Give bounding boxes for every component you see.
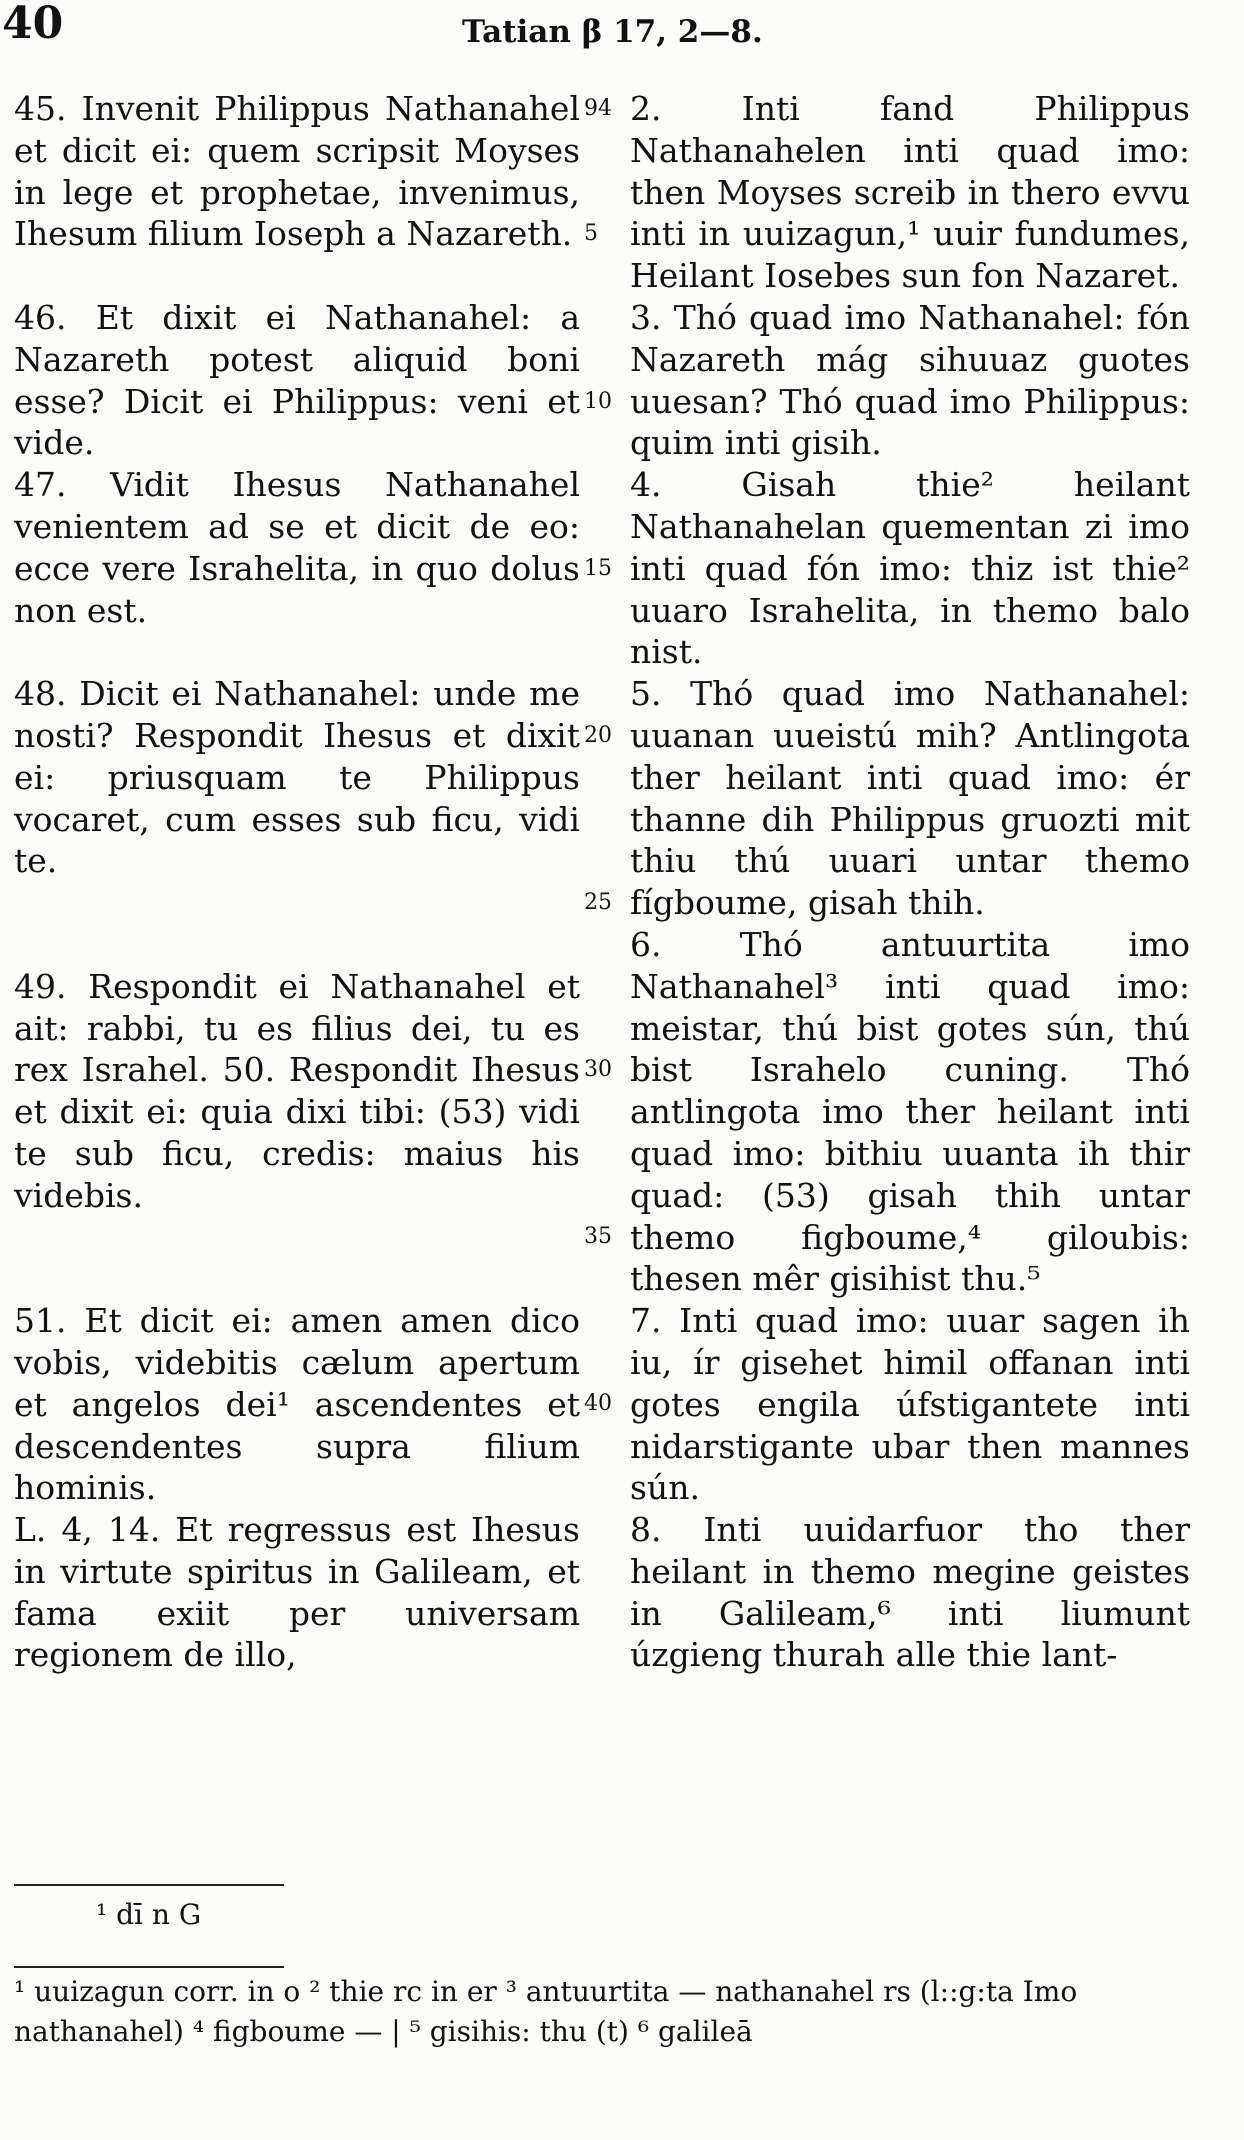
ohg-verse-2: 2. Inti fand Philippus Nathanahelen inti quad imo: then Moyses screib in thero evvu inti in uuizagun,¹ uuir fundumes, Heilant Iosebes sun fon Nazaret. xyxy=(630,89,1190,296)
line-number: 30 xyxy=(584,1057,612,1082)
line-number: 15 xyxy=(584,556,612,581)
footnote-divider xyxy=(14,1966,284,1968)
latin-verse-47: 47. Vidit Ihesus Nathanahel venientem ad se et dicit de eo: ecce vere Israhelita, in quo dolus non est. xyxy=(14,465,580,630)
latin-verse-48: 48. Dicit ei Nathanahel: unde me nosti? Respondit Ihesus et dixit ei: priusquam te Philippus vocaret, cum esses sub ficu, vidi te. xyxy=(14,674,580,881)
latin-verse-luke-4-14: L. 4, 14. Et regressus est Ihesus in virtute spiritus in Galileam, et fama exiit per universam regionem de illo, xyxy=(14,1510,580,1675)
line-number: 25 xyxy=(584,890,612,915)
line-number: 10 xyxy=(584,389,612,414)
line-number: 94 xyxy=(584,96,612,121)
ohg-verse-7: 7. Inti quad imo: uuar sagen ih iu, ír gisehet himil offanan inti gotes engila úfstigantete inti nidarstigante ubar then mannes sún. xyxy=(630,1301,1190,1508)
ohg-verse-3: 3. Thó quad imo Nathanahel: fón Nazareth mág sihuuaz guotes uuesan? Thó quad imo Philippus: quim inti gisih. xyxy=(630,297,1190,463)
old-high-german-column xyxy=(630,88,1190,1676)
german-footnotes: ¹ uuizagun corr. in o ² thie rc in er ³ antuurtita — nathanahel rs (l::g:ta Imo nathanahel) ⁴ figboume — | ⁵ gisihis: thu (t) ⁶ galileā xyxy=(14,1975,1078,2048)
latin-column xyxy=(14,88,580,1676)
latin-footnote: ¹ dī n G xyxy=(96,1898,202,1931)
line-number: 35 xyxy=(584,1224,612,1249)
ohg-verse-6: 6. Thó antuurtita imo Nathanahel³ inti quad imo: meistar, thú bist gotes sún, thú bist Israhelo cuning. Thó antlingota imo ther heilant inti quad imo: bithiu uuanta ih thir quad: (53) gisah thih untar themo figboume,⁴ giloubis: thesen mêr gisihist thu.⁵ xyxy=(630,924,1190,1299)
latin-verse-45: 45. Invenit Philippus Nathanahel et dicit ei: quem scripsit Moyses in lege et prophetae, invenimus, Ihesum filium Ioseph a Nazareth. xyxy=(14,89,580,254)
page-number: 40 xyxy=(2,0,64,49)
ohg-verse-4: 4. Gisah thie² heilant Nathanahelan quementan zi imo inti quad fón imo: thiz ist thie² uuaro Israhelita, in themo balo nist. xyxy=(630,465,1190,672)
line-number: 40 xyxy=(584,1391,612,1416)
ohg-verse-5: 5. Thó quad imo Nathanahel: uuanan uueistú mih? Antlingota ther heilant inti quad imo: ér thanne dih Philippus gruozti mit thiu thú uuari untar themo fígboume, gisah thih. xyxy=(630,674,1190,923)
latin-verse-46: 46. Et dixit ei Nathanahel: a Nazareth potest aliquid boni esse? Dicit ei Philippus: veni et vide. xyxy=(14,297,580,463)
latin-verse-51: 51. Et dicit ei: amen amen dico vobis, videbitis cælum apertum et angelos dei¹ ascendentes et descendentes supra filium hominis. xyxy=(14,1301,580,1508)
line-number: 20 xyxy=(584,723,612,748)
running-title: Tatian β 17, 2—8. xyxy=(462,14,763,50)
latin-verse-49-50: 49. Respondit ei Nathanahel et ait: rabbi, tu es filius dei, tu es rex Israhel. 50. Respondit Ihesus et dixit ei: quia dixi tibi: (53) vidi te sub ficu, credis: maius his videbis. xyxy=(14,966,580,1215)
footnote-divider xyxy=(14,1884,284,1886)
ohg-verse-8: 8. Inti uuidarfuor tho ther heilant in themo megine geistes in Galileam,⁶ inti liumunt úzgieng thurah alle thie lant- xyxy=(630,1510,1190,1675)
line-number: 5 xyxy=(584,221,598,246)
